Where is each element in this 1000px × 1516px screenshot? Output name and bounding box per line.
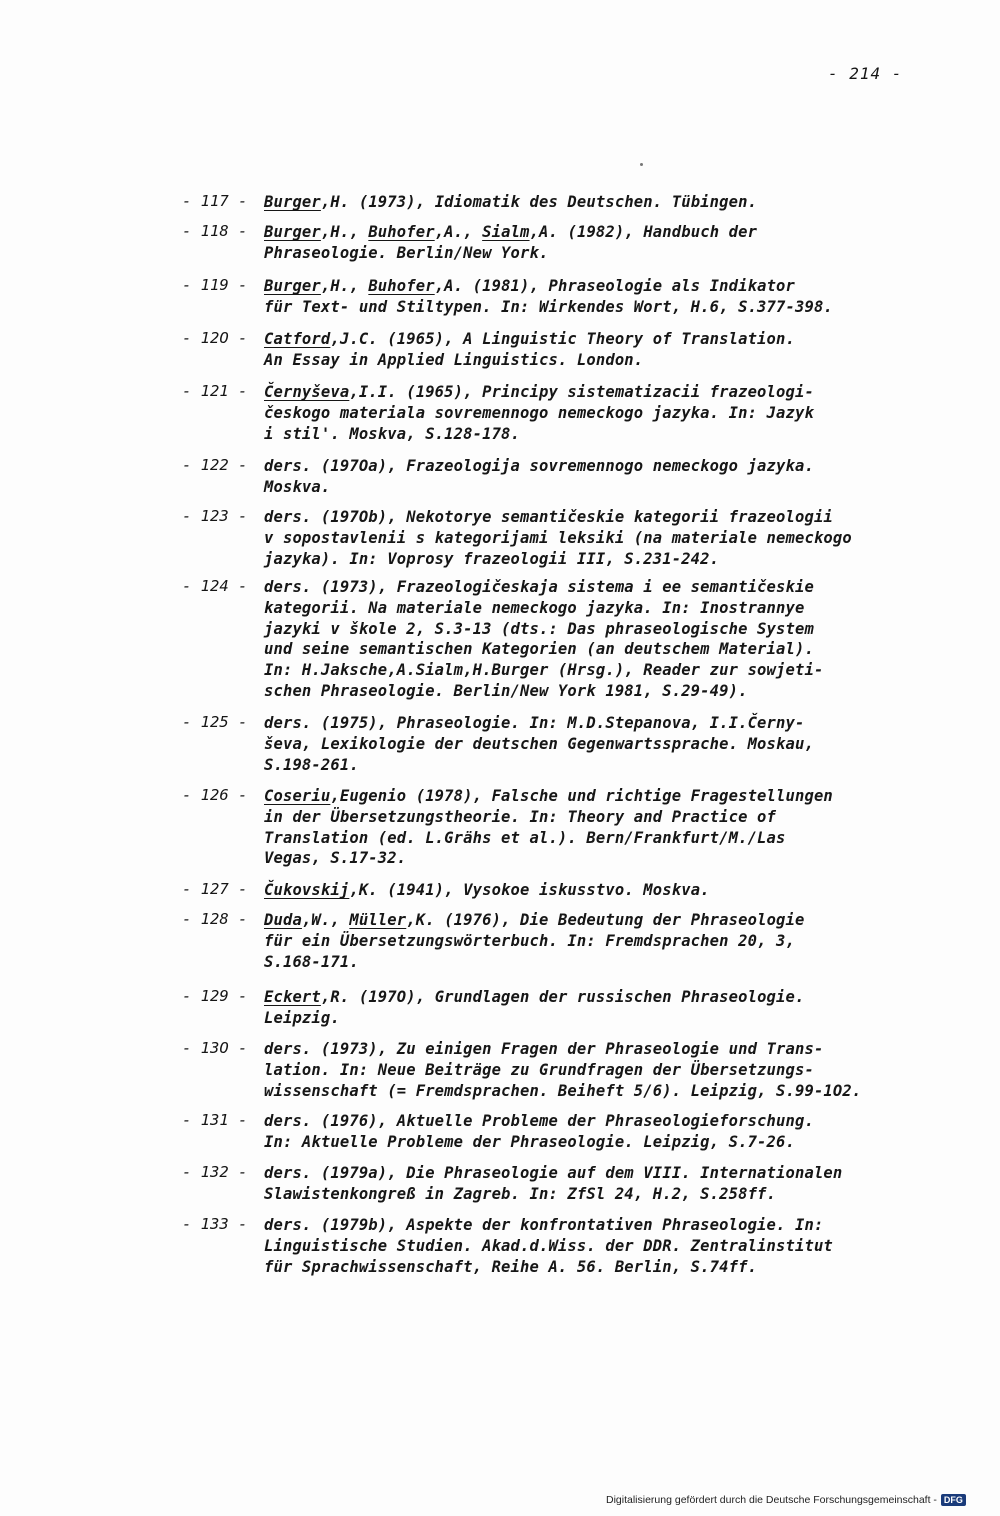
author-surname: Sialm [482, 223, 530, 241]
author-surname: Burger [264, 277, 321, 295]
author-surname: Müller [349, 911, 407, 929]
entry-text: S.168-171. [264, 952, 359, 971]
entry-text: i stil'. Moskva, S.128-178. [264, 424, 521, 443]
entry-line [264, 828, 786, 849]
entry-number: - 133 - [182, 1215, 248, 1233]
entry-line [264, 910, 805, 931]
entry-line [264, 1060, 814, 1081]
entry-text: für Sprachwissenschaft, Reihe A. 56. Berlin, S.74ff. [264, 1257, 758, 1276]
entry-number: - 124 - [182, 577, 248, 595]
entry-line [264, 549, 719, 570]
entry-text: ders. (197Ob), Nekotorye semantičeskie kategorii frazeologii [264, 508, 833, 526]
entry-text: ,J.C. (1965), A Linguistic Theory of Translation. [330, 330, 795, 348]
entry-line [264, 477, 330, 498]
entry-line [264, 755, 359, 776]
entry-number: - 121 - [182, 382, 248, 400]
author-surname: Duda [264, 911, 302, 929]
entry-number: - 126 - [182, 786, 248, 804]
entry-number: - 125 - [182, 713, 248, 731]
author-surname: Černyševa [264, 383, 350, 401]
entry-line [264, 1008, 340, 1029]
entry-number: - 13O - [182, 1039, 248, 1057]
entry-line [264, 987, 804, 1008]
entry-number: - 118 - [182, 222, 248, 240]
entry-text: ders. (1973), Zu einigen Fragen der Phraseologie und Trans- [264, 1040, 824, 1058]
entry-number: - 129 - [182, 987, 248, 1005]
entry-text: Moskva. [264, 477, 331, 496]
entry-text: ,K. (1976), Die Bedeutung der Phraseologie [406, 911, 805, 929]
author-surname: Coseriu [264, 787, 331, 805]
entry-text: v sopostavlenii s kategorijami leksiki (na materiale nemeckogo [264, 528, 852, 547]
entry-line [264, 456, 814, 477]
footer [606, 1494, 966, 1506]
entry-text: ševa, Lexikologie der deutschen Gegenwartssprache. Moskau, [264, 734, 814, 753]
author-surname: Catford [264, 330, 331, 348]
entry-line [264, 350, 643, 371]
entry-line [264, 713, 804, 734]
entry-line [264, 639, 814, 660]
entry-text: ders. (1976), Aktuelle Probleme der Phraseologieforschung. [264, 1112, 814, 1130]
entry-text: českogo materiala sovremennogo nemeckogo jazyka. In: Jazyk [264, 403, 814, 422]
entry-text: Vegas, S.17-32. [264, 849, 407, 868]
entry-text: jazyki v škole 2, S.3-13 (dts.: Das phraseologische System [264, 619, 814, 638]
entry-text: ,W., [301, 911, 350, 929]
entry-text: Leipzig. [264, 1008, 340, 1027]
entry-number: - 122 - [182, 456, 248, 474]
entry-line [264, 848, 406, 869]
entry-line [264, 577, 814, 598]
entry-number: - 123 - [182, 507, 248, 525]
entry-line [264, 598, 804, 619]
entry-line [264, 1039, 823, 1060]
entry-line [264, 1257, 757, 1278]
entry-line [264, 1215, 823, 1236]
entry-text: ,K. (1941), Vysokoe iskusstvo. Moskva. [349, 881, 710, 899]
entry-text: ,A., [434, 223, 483, 241]
entry-number: - 128 - [182, 910, 248, 928]
author-surname: Čukovskij [264, 881, 350, 899]
entry-text: Translation (ed. L.Grähs et al.). Bern/Frankfurt/M./Las [264, 828, 786, 847]
entry-line [264, 1132, 795, 1153]
entry-line [264, 931, 795, 952]
entry-line [264, 528, 852, 549]
entry-line [264, 681, 748, 702]
entry-number: - 127 - [182, 880, 248, 898]
entry-text: ,H., [320, 277, 369, 295]
entry-text: In: Aktuelle Probleme der Phraseologie. Leipzig, S.7-26. [264, 1132, 795, 1151]
entry-text: ders. (1979b), Aspekte der konfrontativen Phraseologie. In: [264, 1216, 824, 1234]
entry-text: schen Phraseologie. Berlin/New York 1981, S.29-49). [264, 682, 748, 700]
entry-text: Linguistische Studien. Akad.d.Wiss. der DDR. Zentralinstitut [264, 1236, 833, 1255]
entry-number: - 117 - [182, 192, 248, 210]
entry-line [264, 952, 359, 973]
entry-text: S.198-261. [264, 755, 359, 774]
author-surname: Buhofer [368, 223, 435, 241]
entry-text: und seine semantischen Kategorien (an deutschem Material). [264, 640, 814, 659]
entry-text: An Essay in Applied Linguistics. London. [264, 350, 644, 369]
entry-text: ders. (1975), Phraseologie. In: M.D.Stepanova, I.I.Černy- [264, 714, 805, 732]
entry-line [264, 243, 548, 264]
entry-line [264, 807, 776, 828]
entry-text: ,A. (1982), Handbuch der [529, 223, 758, 241]
entry-text: Phraseologie. Berlin/New York. [264, 243, 549, 262]
entry-text: Slawistenkongreß in Zagreb. In: ZfSl 24, H.2, S.258ff. [264, 1184, 777, 1203]
entry-line [264, 382, 814, 403]
entry-text: in der Übersetzungstheorie. In: Theory and Practice of [264, 807, 777, 826]
entry-text: lation. In: Neue Beiträge zu Grundfragen der Übersetzungs- [264, 1060, 814, 1079]
entry-line [264, 880, 710, 901]
dfg-logo: DFG [941, 1494, 966, 1506]
footer-text: Digitalisierung gefördert durch die Deutsche Forschungsgemeinschaft - [606, 1494, 937, 1506]
entry-text: ,H. (1973), Idiomatik des Deutschen. Tübingen. [320, 193, 758, 211]
entry-text: ,H., [320, 223, 369, 241]
entry-line [264, 1081, 861, 1102]
entry-line [264, 1111, 814, 1132]
entry-text: ders. (197Oa), Frazeologija sovremennogo nemeckogo jazyka. [264, 457, 814, 475]
entry-line [264, 297, 833, 318]
entry-text: für Text- und Stiltypen. In: Wirkendes Wort, H.6, S.377-398. [264, 297, 833, 316]
entry-text: ders. (1979a), Die Phraseologie auf dem VIII. Internationalen [264, 1164, 843, 1182]
entry-text: ,Eugenio (1978), Falsche und richtige Fragestellungen [330, 787, 833, 805]
entry-line [264, 1163, 842, 1184]
entry-line [264, 1236, 833, 1257]
page-number: - 214 - [828, 64, 903, 83]
author-surname: Eckert [264, 988, 321, 1006]
scan-speck [640, 163, 643, 166]
entry-number: - 132 - [182, 1163, 248, 1181]
entry-line [264, 660, 823, 681]
entry-line [264, 1184, 776, 1205]
entry-text: wissenschaft (= Fremdsprachen. Beiheft 5/6). Leipzig, S.99-1O2. [264, 1081, 862, 1100]
entry-line [264, 734, 814, 755]
entry-line [264, 329, 795, 350]
entry-line [264, 424, 520, 445]
entry-text: für ein Übersetzungswörterbuch. In: Fremdsprachen 20, 3, [264, 931, 795, 950]
entry-text: ,A. (1981), Phraseologie als Indikator [434, 277, 796, 295]
entry-number: - 119 - [182, 276, 248, 294]
entry-text: ,R. (197O), Grundlagen der russischen Phraseologie. [320, 988, 805, 1006]
entry-text: In: H.Jaksche,A.Sialm,H.Burger (Hrsg.), Reader zur sowjeti- [264, 661, 824, 680]
entry-line [264, 276, 795, 297]
entry-text: ,I.I. (1965), Principy sistematizacii frazeologi- [349, 383, 814, 401]
entry-line [264, 786, 833, 807]
author-surname: Burger [264, 193, 321, 211]
entry-line [264, 222, 757, 243]
author-surname: Burger [264, 223, 321, 241]
entry-line [264, 619, 814, 640]
entry-text: jazyka). In: Voprosy frazeologii III, S.231-242. [264, 549, 720, 568]
entry-line [264, 192, 757, 213]
entry-line [264, 403, 814, 424]
entry-text: kategorii. Na materiale nemeckogo jazyka. In: Inostrannye [264, 598, 805, 617]
entry-text: ders. (1973), Frazeologičeskaja sistema i ee semantičeskie [264, 578, 814, 596]
entry-number: - 12O - [182, 329, 248, 347]
entry-line [264, 507, 833, 528]
author-surname: Buhofer [368, 277, 435, 295]
entry-number: - 131 - [182, 1111, 248, 1129]
